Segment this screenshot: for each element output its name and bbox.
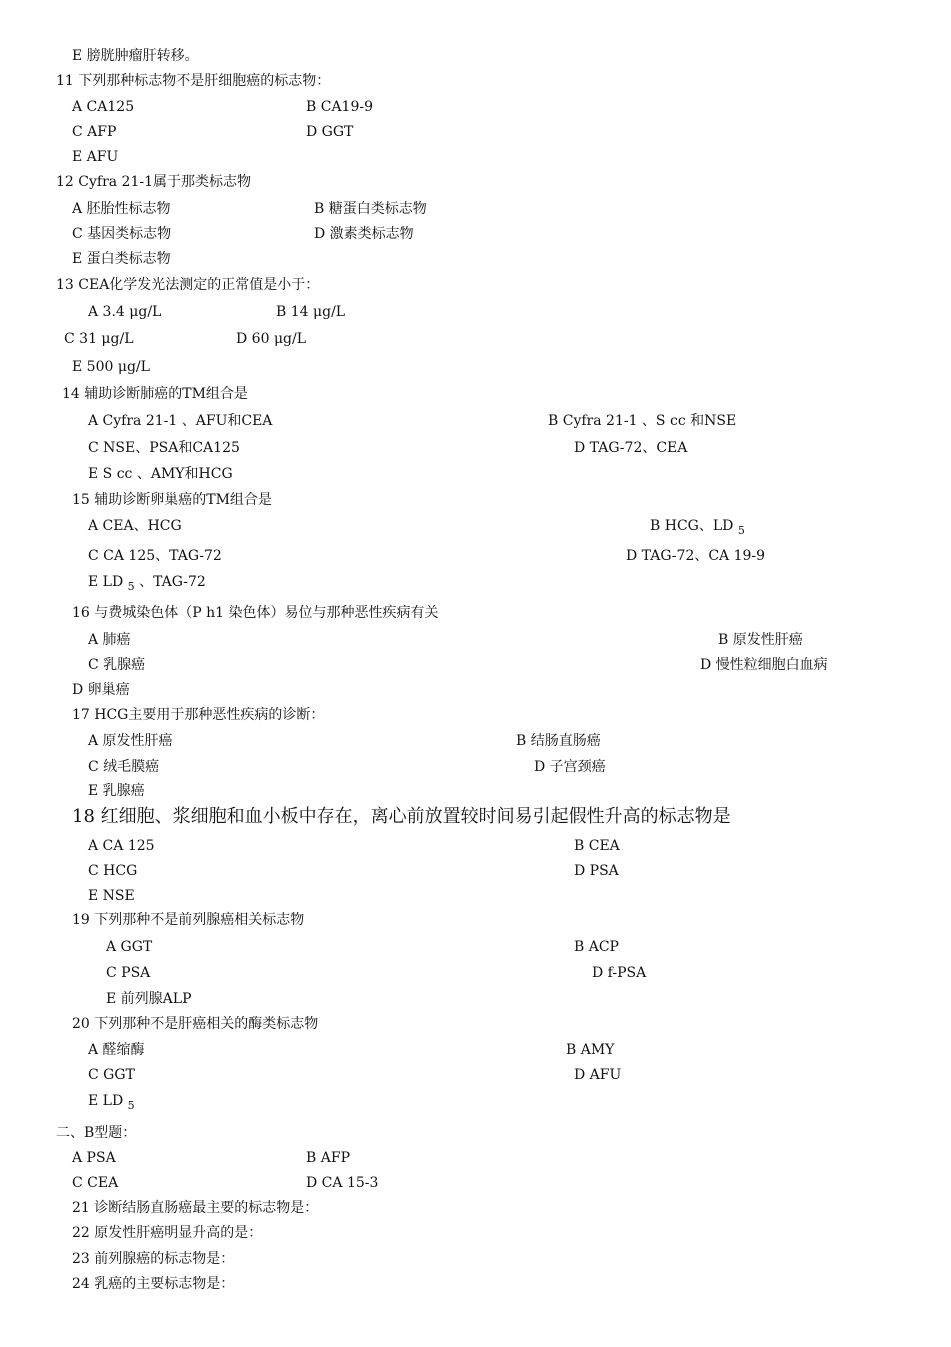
q15-option-e <box>88 572 206 593</box>
q20-question: 20 下列那种不是肝癌相关的酶类标志物 <box>72 1016 319 1032</box>
sectionb-option-d: D CA 15-3 <box>306 1175 379 1191</box>
q11-option-a: A CA125 <box>72 99 135 115</box>
q19-option-c: C PSA <box>106 965 151 981</box>
q11-question: 11 下列那种标志物不是肝细胞癌的标志物： <box>56 73 331 89</box>
q21-question: 21 诊断结肠直肠癌最主要的标志物是： <box>72 1200 319 1216</box>
q11-option-c: C AFP <box>72 124 117 140</box>
q16-option-d: D 慢性粒细胞白血病 <box>700 657 828 673</box>
q14-option-b: B Cyfra 21-1 、S cc 和NSE <box>548 413 737 429</box>
q11-option-b: B CA19-9 <box>306 99 374 115</box>
q16-option-b: B 原发性肝癌 <box>718 632 803 648</box>
q19-question: 19 下列那种不是前列腺癌相关标志物 <box>72 912 305 928</box>
q15-option-d: D TAG-72、CA 19-9 <box>626 548 766 564</box>
q20-option-a: A 醛缩酶 <box>88 1042 145 1058</box>
q17-option-c: C 绒毛膜癌 <box>88 759 160 775</box>
q12-option-e: E 蛋白类标志物 <box>72 251 171 267</box>
q23-question: 23 前列腺癌的标志物是： <box>72 1251 235 1267</box>
q17-question: 17 HCG主要用于那种恶性疾病的诊断： <box>72 707 325 723</box>
q16-option-a: A 肺癌 <box>88 632 131 648</box>
q15-option-b-text: B HCG、LD <box>650 518 734 534</box>
q14-option-c: C NSE、PSA和CA125 <box>88 440 240 456</box>
q19-option-a: A GGT <box>106 939 153 955</box>
q19-option-b: B ACP <box>574 939 619 955</box>
q11-option-e: E AFU <box>72 149 119 165</box>
q20-option-c: C GGT <box>88 1067 135 1083</box>
q11-option-d: D GGT <box>306 124 354 140</box>
q12-option-d: D 激素类标志物 <box>314 226 414 242</box>
q15-option-a: A CEA、HCG <box>88 518 182 534</box>
q24-question: 24 乳癌的主要标志物是： <box>72 1276 235 1292</box>
q13-option-c: C 31 μg/L <box>64 331 134 347</box>
q18-option-a: A CA 125 <box>88 838 155 854</box>
q13-option-e: E 500 μg/L <box>72 359 150 375</box>
q14-option-a: A Cyfra 21-1 、AFU和CEA <box>88 413 273 429</box>
subscript: 5 <box>127 580 135 593</box>
q20-option-b: B AMY <box>566 1042 615 1058</box>
q15-option-e-tail: 、TAG-72 <box>139 574 206 590</box>
q15-question: 15 辅助诊断卵巢癌的TM组合是 <box>72 492 272 508</box>
q12-question: 12 Cyfra 21-1属于那类标志物 <box>56 174 252 190</box>
q18-option-d: D PSA <box>574 863 619 879</box>
q17-option-b: B 结肠直肠癌 <box>516 733 601 749</box>
q15-option-c: C CA 125、TAG-72 <box>88 548 222 564</box>
sectionb-option-a: A PSA <box>72 1150 116 1166</box>
q18-option-b: B CEA <box>574 838 620 854</box>
q19-option-d: D f-PSA <box>592 965 647 981</box>
q17-option-e: E 乳腺癌 <box>88 783 145 799</box>
q13-option-b: B 14 μg/L <box>276 304 346 320</box>
subscript: 5 <box>127 1099 135 1112</box>
q18-option-e: E NSE <box>88 888 135 904</box>
q19-option-e: E 前列腺ALP <box>106 991 192 1007</box>
q10-option-e: E 膀胱肿瘤肝转移。 <box>72 48 199 64</box>
q15-option-b <box>650 516 745 537</box>
q17-option-d: D 子宫颈癌 <box>534 759 606 775</box>
q14-option-d: D TAG-72、CEA <box>574 440 688 456</box>
q16-question: 16 与费城染色体（P h1 染色体）易位与那种恶性疾病有关 <box>72 605 439 621</box>
q17-option-a: A 原发性肝癌 <box>88 733 173 749</box>
q13-option-d: D 60 μg/L <box>236 331 307 347</box>
q12-option-c: C 基因类标志物 <box>72 226 172 242</box>
q12-option-b: B 糖蛋白类标志物 <box>314 201 427 217</box>
q18-question: 18 红细胞、浆细胞和血小板中存在，离心前放置较时间易引起假性升高的标志物是 <box>72 806 731 827</box>
q16-option-c: C 乳腺癌 <box>88 657 146 673</box>
q20-option-e-text: E LD <box>88 1093 124 1109</box>
section-b-heading: 二、B型题： <box>56 1125 137 1141</box>
q20-option-e <box>88 1091 135 1112</box>
sectionb-option-c: C CEA <box>72 1175 119 1191</box>
q13-question: 13 CEA化学发光法测定的正常值是小于： <box>56 277 320 293</box>
q16-option-e: D 卵巢癌 <box>72 682 130 698</box>
q13-option-a: A 3.4 μg/L <box>88 304 162 320</box>
subscript: 5 <box>737 524 745 537</box>
q22-question: 22 原发性肝癌明显升高的是： <box>72 1225 263 1241</box>
q12-option-a: A 胚胎性标志物 <box>72 201 171 217</box>
sectionb-option-b: B AFP <box>306 1150 350 1166</box>
q15-option-e-text: E LD <box>88 574 124 590</box>
q14-option-e: E S cc 、AMY和HCG <box>88 466 233 482</box>
q18-option-c: C HCG <box>88 863 138 879</box>
q14-question: 14 辅助诊断肺癌的TM组合是 <box>62 386 248 402</box>
q20-option-d: D AFU <box>574 1067 622 1083</box>
